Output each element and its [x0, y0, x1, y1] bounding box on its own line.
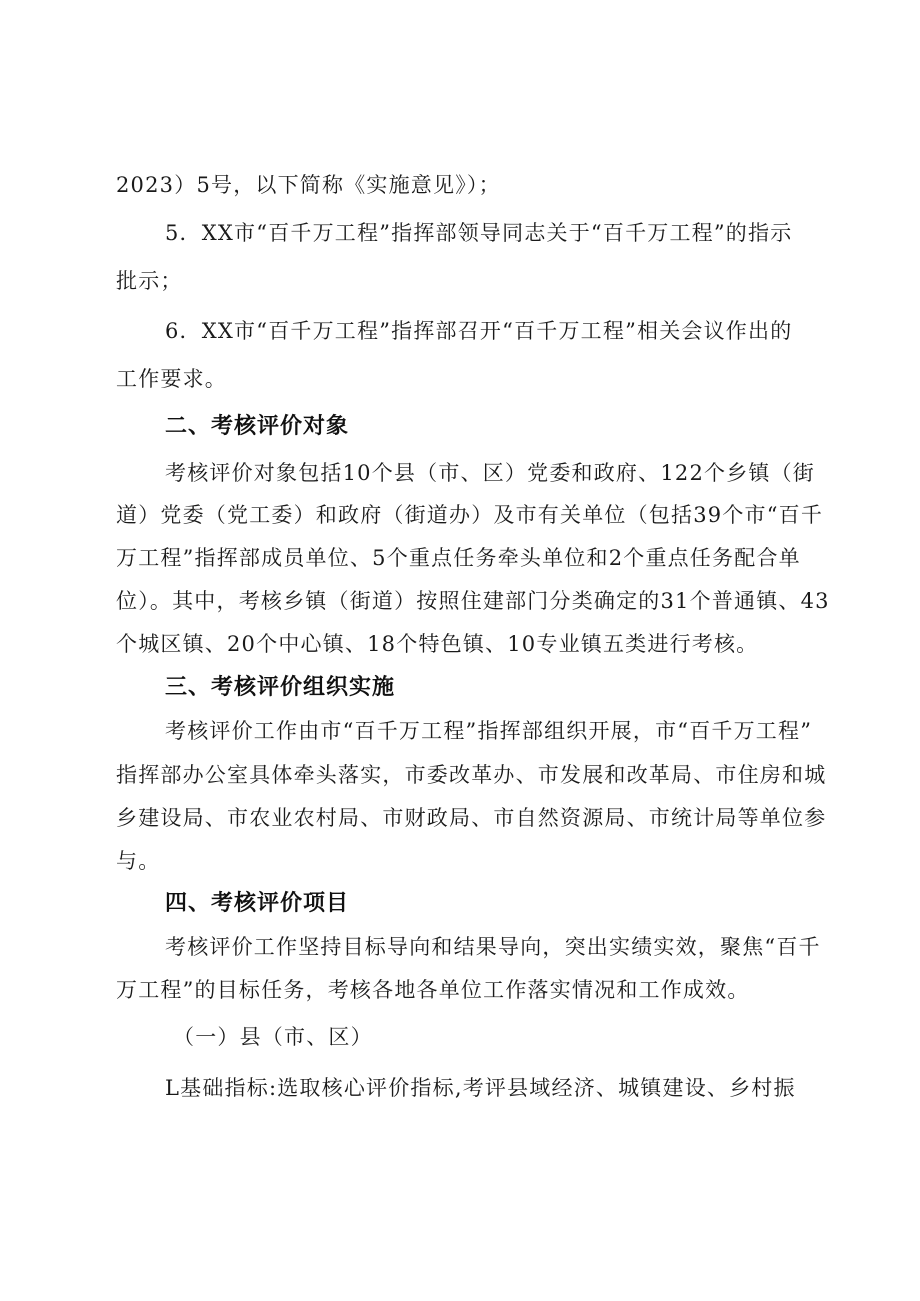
- paragraph-line: 位）。其中，考核乡镇（街道）按照住建部门分类确定的31个普通镇、43: [116, 589, 830, 613]
- section-heading-3: 三、考核评价组织实施: [165, 675, 396, 700]
- paragraph-line: 乡建设局、市农业农村局、市财政局、市自然资源局、市统计局等单位参: [116, 806, 827, 830]
- list-item-5: 5．XX市“百千万工程”指挥部领导同志关于“百千万工程”的指示: [165, 221, 793, 245]
- paragraph-line: 2023）5号，以下简称《实施意见》）；: [116, 173, 501, 197]
- paragraph-line: 考核评价工作坚持目标导向和结果导向，突出实绩实效，聚焦“百千: [165, 935, 821, 959]
- paragraph-line: 工作要求。: [116, 367, 227, 391]
- paragraph-line: L基础指标:选取核心评价指标,考评县域经济、城镇建设、乡村振: [165, 1076, 796, 1100]
- paragraph-line: 万工程”指挥部成员单位、5个重点任务牵头单位和2个重点任务配合单: [116, 546, 801, 570]
- paragraph-line: 道）党委（党工委）和政府（街道办）及市有关单位（包括39个市“百千: [116, 503, 824, 527]
- subsection-heading: （一）县（市、区）: [173, 1025, 373, 1049]
- paragraph-line: 与。: [116, 849, 161, 873]
- paragraph-line: 指挥部办公室具体牵头落实，市委改革办、市发展和改革局、市住房和城: [116, 763, 827, 787]
- paragraph-line: 考核评价工作由市“百千万工程”指挥部组织开展，市“百千万工程”: [165, 719, 813, 743]
- section-heading-2: 二、考核评价对象: [165, 414, 350, 439]
- section-heading-4: 四、考核评价项目: [165, 891, 350, 916]
- paragraph-line: 考核评价对象包括10个县（市、区）党委和政府、122个乡镇（街: [165, 461, 816, 485]
- paragraph-line: 个城区镇、20个中心镇、18个特色镇、10专业镇五类进行考核。: [116, 632, 759, 656]
- paragraph-line: 批示；: [116, 269, 183, 293]
- list-item-6: 6．XX市“百千万工程”指挥部召开“百千万工程”相关会议作出的: [165, 319, 793, 343]
- paragraph-line: 万工程”的目标任务，考核各地各单位工作落实情况和工作成效。: [116, 978, 750, 1002]
